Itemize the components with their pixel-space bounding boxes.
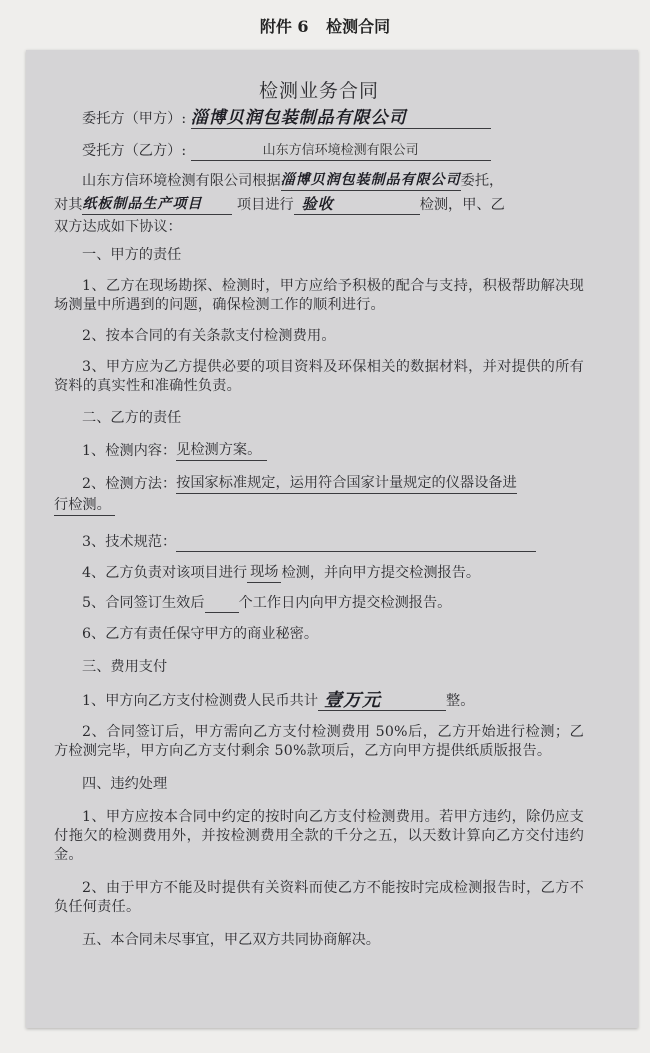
clause-label: 2、检测方法： bbox=[82, 476, 177, 492]
section-4-clause-1: 1、甲方应按本合同中约定的按时向乙方支付检测费用。若甲方违约，除仍应支付拖欠的检测费用外，并按检测费用全款的千分之五，以天数计算向乙方交付违约金。 bbox=[54, 809, 584, 863]
intro-client-name: 淄博贝润包装制品有限公司 bbox=[281, 171, 461, 191]
section-2-clause-1 bbox=[54, 441, 584, 461]
section-4-clause-2: 2、由于甲方不能及时提供有关资料而使乙方不能按时完成检测报告时，乙方不负任何责任。 bbox=[54, 880, 584, 915]
intro-line-2 bbox=[54, 195, 584, 215]
intro-text: 山东方信环境检测有限公司根据 bbox=[82, 173, 281, 189]
clause-text: 1、甲方向乙方支付检测费人民币共计 bbox=[82, 693, 319, 709]
clause-text: 整。 bbox=[446, 693, 475, 709]
section-1-heading: 一、甲方的责任 bbox=[82, 247, 182, 263]
workdays-blank bbox=[205, 594, 239, 613]
clause-text: 个工作日内向甲方提交检测报告。 bbox=[238, 595, 452, 611]
contract-document bbox=[54, 60, 584, 950]
clause-text: 检测，并向甲方提交检测报告。 bbox=[281, 565, 481, 581]
clause-label: 3、技术规范： bbox=[82, 534, 177, 550]
intro-text: 检测，甲、乙 bbox=[419, 197, 505, 213]
intro-text: 对其 bbox=[54, 197, 83, 213]
intro-line-1 bbox=[54, 171, 584, 191]
section-1-clause-2: 2、按本合同的有关条款支付检测费用。 bbox=[82, 328, 336, 344]
intro-text: 项目进行 bbox=[236, 197, 294, 213]
fee-amount: 壹万元 bbox=[318, 691, 446, 711]
client-name: 淄博贝润包装制品有限公司 bbox=[191, 109, 491, 129]
clause-text: 5、合同签订生效后 bbox=[82, 595, 205, 611]
section-2-clause-3 bbox=[54, 533, 584, 552]
intro-text: 委托， bbox=[460, 173, 504, 189]
section-2-heading: 二、乙方的责任 bbox=[82, 410, 182, 426]
section-2-clause-5 bbox=[54, 594, 584, 613]
section-2-clause-2-cont bbox=[54, 496, 584, 516]
test-method-value: 按国家标准规定，运用符合国家计量规定的仪器设备进 bbox=[176, 474, 517, 494]
clause-label: 1、检测内容： bbox=[82, 443, 177, 459]
test-location-value: 现场 bbox=[247, 563, 281, 583]
section-3-heading: 三、费用支付 bbox=[82, 659, 168, 675]
test-method-value-cont: 行检测。 bbox=[54, 496, 115, 516]
section-1-clause-3: 3、甲方应为乙方提供必要的项目资料及环保相关的数据材料，并对提供的所有资料的真实性和准确性负责。 bbox=[54, 359, 584, 394]
contractor-label: 受托方（乙方）: bbox=[82, 143, 187, 159]
clause-text: 4、乙方负责对该项目进行 bbox=[82, 565, 248, 581]
intro-project-name: 纸板制品生产项目 bbox=[82, 195, 232, 215]
attachment-title: 检测合同 bbox=[326, 17, 391, 36]
contractor-line bbox=[54, 141, 584, 161]
section-2-clause-4 bbox=[54, 563, 584, 583]
section-3-clause-2: 2、合同签订后，甲方需向乙方支付检测费用 50%后，乙方开始进行检测；乙方检测完毕，甲方向乙方支付剩余 50%款项后，乙方向甲方提供纸质版报告。 bbox=[54, 724, 584, 759]
client-label: 委托方（甲方）: bbox=[82, 111, 187, 127]
section-2-clause-6: 6、乙方有责任保守甲方的商业秘密。 bbox=[82, 626, 319, 642]
test-content-value: 见检测方案。 bbox=[176, 441, 267, 461]
section-2-clause-2 bbox=[54, 474, 584, 494]
client-line bbox=[54, 109, 584, 129]
attachment-label: 附件 6 bbox=[259, 17, 309, 36]
contractor-name: 山东方信环境检测有限公司 bbox=[191, 141, 491, 161]
section-4-heading: 四、违约处理 bbox=[82, 776, 168, 792]
intro-test-type: 验收 bbox=[294, 195, 420, 215]
intro-line-3: 双方达成如下协议： bbox=[54, 219, 182, 235]
tech-spec-blank bbox=[176, 533, 536, 552]
contract-title: 检测业务合同 bbox=[258, 80, 379, 102]
section-3-clause-1 bbox=[54, 691, 584, 711]
attachment-heading bbox=[0, 14, 650, 37]
section-5-clause: 五、本合同未尽事宜，甲乙双方共同协商解决。 bbox=[82, 932, 380, 948]
section-1-clause-1: 1、乙方在现场勘探、检测时，甲方应给予积极的配合与支持，积极帮助解决现场测量中所遇到的问题，确保检测工作的顺利进行。 bbox=[54, 278, 584, 313]
